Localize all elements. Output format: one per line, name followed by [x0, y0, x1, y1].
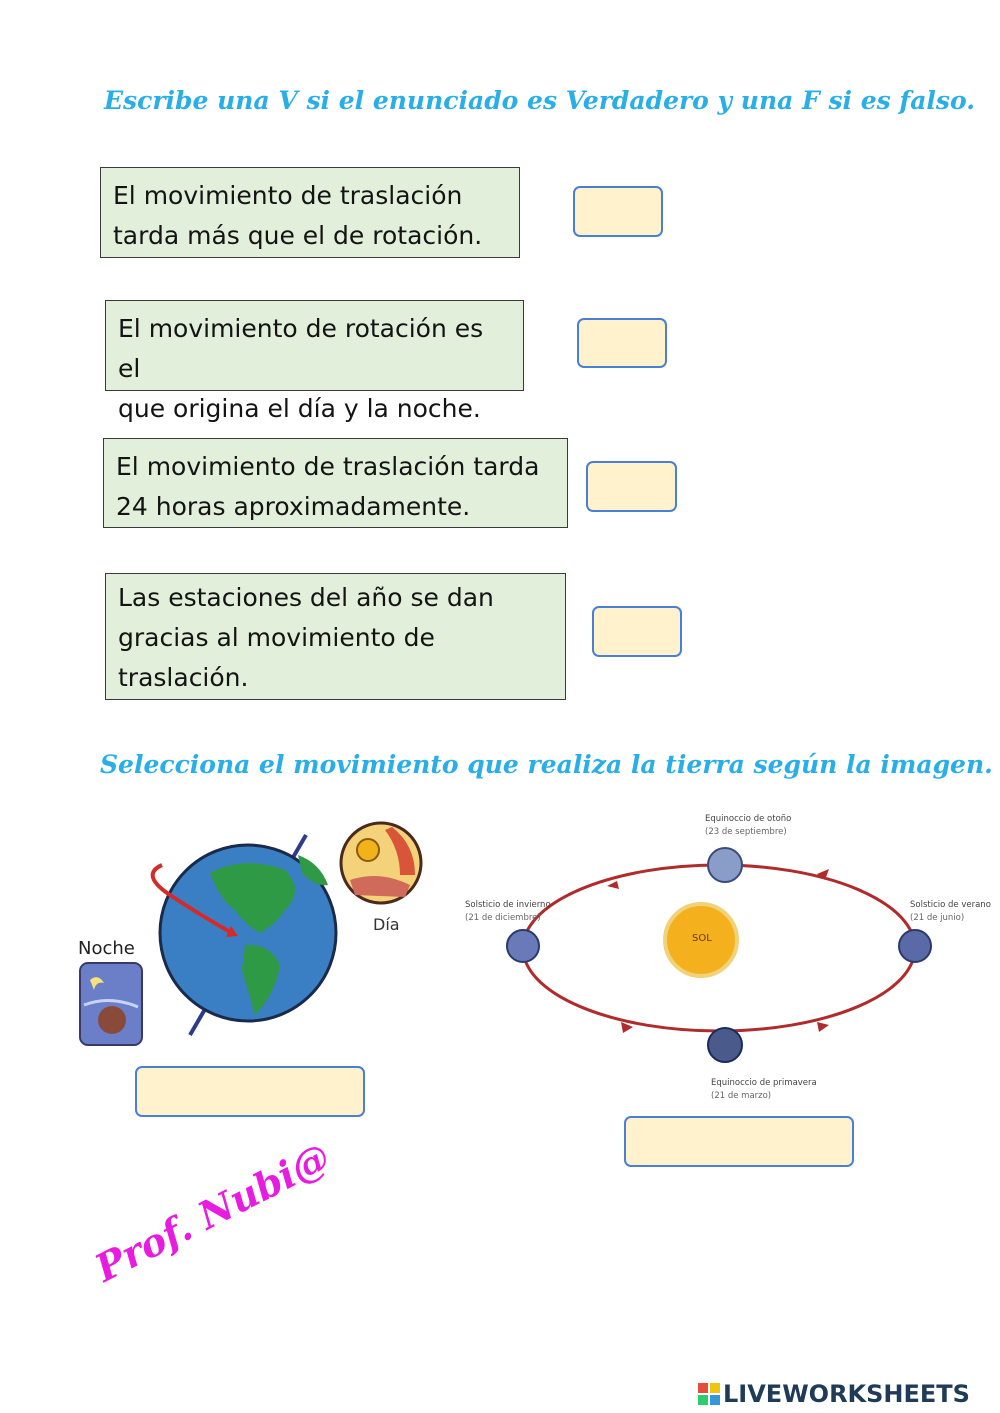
night-label: Noche: [78, 938, 135, 959]
spring-label: Equinoccio de primavera: [711, 1078, 817, 1088]
instruction-true-false: Escribe una V si el enunciado es Verdadero y una F si es falso.: [104, 86, 975, 115]
sun-label: SOL: [692, 933, 712, 944]
answer-box-1[interactable]: [573, 186, 663, 237]
instruction-select-movement: Selecciona el movimiento que realiza la tierra según la imagen.: [100, 750, 993, 779]
sleeping-face-icon: [98, 1006, 126, 1034]
summer-label: Solsticio de verano: [910, 900, 991, 910]
statement-line: El movimiento de traslación tarda: [116, 452, 540, 481]
statement-2: [105, 300, 524, 423]
teacher-signature: Prof. Nubi@: [87, 1133, 337, 1291]
orbit-illustration: [455, 805, 1000, 1110]
logo-icon: [698, 1383, 720, 1405]
statement-3: [103, 438, 568, 528]
rotation-answer-box[interactable]: [135, 1066, 365, 1117]
statement-line: El movimiento de rotación es el: [118, 314, 484, 383]
earth-summer: [899, 930, 931, 962]
rotation-illustration: [70, 815, 440, 1055]
orbit-answer-box[interactable]: [624, 1116, 854, 1167]
statement-line: que origina el día y la noche.: [118, 394, 481, 423]
orbit-arrow-top-left: [607, 881, 619, 889]
statement-4: [105, 573, 566, 700]
footer-brand: LIVEWORKSHEETS: [723, 1380, 970, 1408]
winter-date: (21 de diciembre): [465, 913, 541, 923]
spring-date: (21 de marzo): [711, 1091, 772, 1101]
sun-icon: [357, 839, 379, 861]
liveworksheets-logo: [698, 1380, 970, 1408]
earth-autumn: [708, 848, 742, 882]
answer-box-4[interactable]: [592, 606, 682, 657]
statement-line: Las estaciones del año se dan: [118, 583, 494, 612]
orbit-arrow-bottom-right: [817, 1022, 829, 1032]
earth-spring: [708, 1028, 742, 1062]
autumn-label: Equinoccio de otoño: [705, 814, 792, 824]
statement-1: [100, 167, 520, 258]
day-label: Día: [373, 915, 400, 934]
winter-label: Solsticio de invierno: [465, 900, 551, 910]
statement-line: tarda más que el de rotación.: [113, 221, 483, 250]
answer-box-3[interactable]: [586, 461, 677, 512]
statement-line: gracias al movimiento de: [118, 623, 435, 652]
statement-line: 24 horas aproximadamente.: [116, 492, 471, 521]
summer-date: (21 de junio): [910, 913, 965, 923]
autumn-date: (23 de septiembre): [705, 827, 787, 837]
answer-box-2[interactable]: [577, 318, 667, 368]
statement-line: traslación.: [118, 663, 249, 692]
earth-winter: [507, 930, 539, 962]
statement-line: El movimiento de traslación: [113, 181, 463, 210]
